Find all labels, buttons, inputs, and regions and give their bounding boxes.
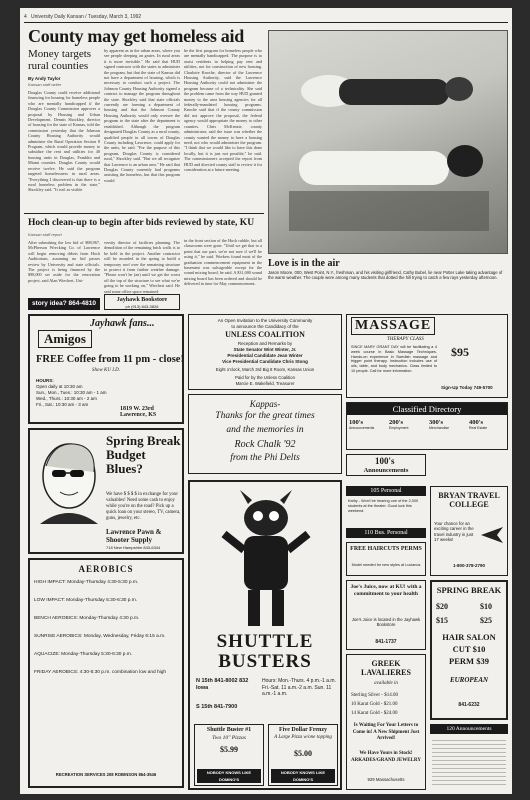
story1-column-3: be the first program for homeless people who are mentally handicapped. The purpose is to assist residents in helping pay rent and utilities, not for construction of new housing. Charlotte Knoche, director of the Lawrence Housing Authority, said the Lawrence Housing Authority could not administer the program because of a technicality. She said the problem came from the way HUD granted money to the area housing agencies for all federally-mandated housing programs. Knoche said that if the county commission did not approve the proposal, the federal agency would appropriate the money to other counties. Chris McKenzie, county administrator, said the issue was whether the county wanted the money to have a housing need, not who would administer the program. "I think that we would like to have this done locally, but it is just not possible," he said. The commissioners accepted the report from HUD and directed county staff to review it for consideration at a future meeting. xyxy=(184,48,262,172)
story1-byline: By Andy Taylor xyxy=(28,76,61,81)
aerobics-line-2: LOW IMPACT: Monday-Thursday 5:30-6:30 p.m. xyxy=(34,598,138,603)
spring-break-body: We have $ $ $ $ in exchange for your valuables! Need some cash to enjoy while you're on the road? Pick up a quick loan on your stereo, TV, camera, guns, jewelry, etc. xyxy=(106,492,181,521)
juice-body: Joe's Juice is located in the Jayhawk Bookstore xyxy=(351,617,421,628)
story-idea-bar: story idea? 864-4810 xyxy=(28,298,100,310)
kappas-line-1: Kappas- xyxy=(249,399,281,409)
bryan-body: Your chance for an exciting career in the travel industry in just 17 weeks! xyxy=(434,521,474,543)
announcements-num: 100's xyxy=(375,456,395,466)
massage-ad xyxy=(346,314,508,398)
kappas-line-5: from the Phi Delts xyxy=(230,453,300,463)
uc-name: UNLESS COALITION xyxy=(225,330,305,339)
story2-headline: Hoch clean-up to begin after bids reviewed by state, KU xyxy=(28,218,255,228)
joes-juice-ad xyxy=(346,580,426,650)
greek-address: 929 Massachusetts xyxy=(367,777,405,782)
classified-cat-2-label: Employment xyxy=(389,426,409,430)
greek-prices xyxy=(351,691,425,718)
shuttle-deal-2 xyxy=(268,724,338,786)
amigos-hours-3: Wed., Thurs.: 10:30 am - 2 am xyxy=(36,396,97,401)
bryan-travel-ad xyxy=(430,486,508,576)
shuttle-busters-ad xyxy=(188,480,342,790)
amigos-logo: Amigos xyxy=(38,330,92,348)
aerobics-line-6: FRIDAY AEROBICS: 4:30-5:30 p.m. combination low and high xyxy=(34,670,167,675)
amigos-ad xyxy=(28,314,184,424)
massage-body: SINCE MARY GRANT DAY will be facilitating a 4 week course in Basic Massage Techniques. Hands-on experience in Swedish massage and trigger point therapy. Instruction includes use of oils, table, and body mechanics. Class limited to 10 people. Call for more information. xyxy=(351,345,437,373)
amigos-hours-1: Open daily at 10:30 am xyxy=(36,384,83,389)
story2-byline-role: Kansan staff report xyxy=(28,232,62,237)
section-105: 105 Personal xyxy=(346,486,426,496)
classified-cat-2-num: 200's xyxy=(389,419,404,426)
spring-break-budget-ad xyxy=(28,428,184,554)
shuttle-loc-2: S 15th 841-7900 xyxy=(196,704,238,710)
spring-break-salon-ad xyxy=(430,580,508,720)
classified-cat-2[interactable] xyxy=(389,419,426,430)
greek-title: GREEK LAVALIERES xyxy=(361,659,411,677)
masthead-rule xyxy=(24,22,508,23)
story1-column-1: Douglas County could receive additional financing for housing for homeless people who are mentally handicapped if the Douglas County Commission approves a proposal by Housing and Urban Development. Dennis Shockley, director of housing for the state of Kansas, told the commission yesterday that the Johnson County Housing Authority would administer the Rural Operation Section 8 Program, which would provide money to subsidize the rent and utilities for 40 housing units in Douglas, Franklin and Miami counties. Douglas County would receive twelve. He said the program targeted homelessness in rural areas. "Everything I discovered is that there is a rural homeless problem in the state," Shockley said. "It isn't as visible xyxy=(28,90,100,193)
classified-header: Classified Directory xyxy=(347,403,507,415)
uc-line-5: Presidential Candidate Jean Winter xyxy=(227,353,303,358)
classified-cat-3-label: Merchandise xyxy=(429,426,450,430)
uc-line-4: State Senator Wint Winter, Jr. xyxy=(233,347,297,352)
classified-cat-1-num: 100's xyxy=(349,419,364,426)
deal-1-text: Two 10" Pizzas xyxy=(212,735,246,741)
deal-1-brand: NOBODY KNOWS LIKE DOMINO'S xyxy=(197,769,261,783)
story1-byline-role: Kansan staff writer xyxy=(28,82,62,87)
jayhawk-bookstore-name: Jayhawk Bookstore xyxy=(116,297,168,303)
newspaper-page xyxy=(20,8,512,794)
masthead: 4 University Daily Kansan / Tuesday, March 3, 1992 xyxy=(24,14,142,20)
spring-break-title: Spring Break Budget Blues? xyxy=(106,433,181,476)
deal-2-title: Five Dollar Frenzy xyxy=(278,727,328,733)
photo-headline: Love is in the air xyxy=(268,258,340,269)
jayhawk-bookstore-ad xyxy=(104,294,180,310)
classified-cat-3[interactable] xyxy=(429,419,466,430)
greek-note: Is Waiting For Your Letters to Come in! A New Shipment Just Arrived! xyxy=(352,723,420,741)
salon-perm: PERM $39 xyxy=(449,656,489,666)
kappas-line-2: Thanks for the great times xyxy=(215,411,315,421)
salon-phone: 841-6232 xyxy=(458,702,480,708)
aerobics-line-3: BENCH AEROBICS: Monday-Thursday 4:30 p.m. xyxy=(34,616,140,621)
salon-price-2: $10 xyxy=(480,602,492,611)
bryan-phone: 1-800-378-2790 xyxy=(452,563,486,568)
couple-photo xyxy=(268,30,508,254)
classified-fine-print xyxy=(432,738,506,788)
shuttle-busters-title: SHUTTLE BUSTERS xyxy=(216,631,314,672)
uc-line-1: An Open Invitation to the University Community xyxy=(217,318,313,323)
airplane-icon xyxy=(479,521,505,547)
salon-price-4: $25 xyxy=(480,616,492,625)
greek-store: We Have Yours in Stock! ARKADES/GRAND JEWELRY xyxy=(351,751,421,763)
classified-cat-4-label: Real Estate xyxy=(469,426,488,430)
salon-brand: EUROPEAN xyxy=(449,676,489,684)
kappas-ad xyxy=(188,394,342,474)
amigos-address: 1819 W. 23rd Lawrence, KS xyxy=(120,406,157,418)
aerobics-ad xyxy=(28,558,184,788)
paper-name: University Daily Kansan xyxy=(30,14,84,20)
story2-rule xyxy=(24,213,264,214)
shuttle-hours: Hours: Mon.-Thurs. 4 p.m.-1 a.m. Fri.-Sat. 11 a.m.-2 a.m. Sun. 11 a.m.-1 a.m. xyxy=(262,678,336,697)
massage-title: MASSAGE xyxy=(351,317,435,335)
massage-call: Sign-Up Today 749-5700 xyxy=(441,385,493,390)
george-washington-illustration xyxy=(34,436,104,526)
aerobics-schedule xyxy=(34,580,180,676)
story2-column-1: After submitting the low bid of $98,967, McPherson Wrecking Co. of Lawrence will begin removing debris from Hoch Auditorium, assuming no bid passes review by University and state officials. The project is being financed by the $98,000 set aside for the renovation project, said Alan Wiechert, Uni- xyxy=(28,240,100,283)
salon-title: SPRING BREAK xyxy=(436,585,502,595)
classified-cat-4[interactable] xyxy=(469,419,506,430)
aerobics-footer: RECREATION SERVICES 208 ROBINSON 864-3546 xyxy=(55,772,157,777)
greek-price-3: 14 Karat Gold - $24.00 xyxy=(351,711,398,716)
story2-column-3: in the front section of the Hoch rubble, but all classrooms were gone. "Until we get that to a point that our part, we're not sure if we'll be using it," he said. Workers found most of the graduation commencement equipment in the basement was salvageable except for the sound mixing board, he said. A $31,000 sound mixing board has been ordered and should be delivered in time for May commencement. xyxy=(184,238,262,287)
story1-column-2: by apparent as in the urban areas, where you see people sleeping on grates. In rural areas it is more invisible." He said that HUD signed contracts with the states to administer the program, but that the state of Kansas did not have a department of housing, which is necessary to conduct such a project. The Johnson County Housing Authority signed a contract to manage the program throughout the state. Shockley said that state officials currently are forming a department of housing and that the Johnson County Housing Authority would only oversee the program to the state after the department is established. Although the program designated Douglas County as a rural county, qualified people in all towns of Douglas County including Lawrence, could apply for the units, he said. "For the purpose of this program, Douglas County is considered rural," Shockley said. "But we all recognize that Lawrence is an urban area." He said that Douglas County currently had programs assisting the homeless, but that this program would xyxy=(104,48,180,183)
personal-text: Kathy - Won't be hearing one of the 2,000 students at the theater. Good luck this weekend. xyxy=(348,499,419,513)
section-120: 120 Announcements xyxy=(430,724,508,734)
classified-cat-3-num: 300's xyxy=(429,419,444,426)
massage-price: $95 xyxy=(451,345,469,359)
unless-coalition-ad xyxy=(188,314,342,390)
uc-line-8: Paid for by the Unless Coalition xyxy=(235,375,295,380)
uc-line-6: Vice Presidential Candidate Chris Stong xyxy=(222,359,308,364)
announcements-box xyxy=(346,454,426,476)
uc-line-9: Marcie E. Wakefield, Treasurer xyxy=(235,381,295,386)
page-number: 4 xyxy=(24,14,27,20)
aerobics-line-5: AQUACIZE: Monday-Thursday 5:30-6:30 p.m. xyxy=(34,652,133,657)
shuttle-loc-1: N 15th 841-8002 832 Iowa xyxy=(196,678,249,691)
kappas-line-3: and the memories in xyxy=(226,425,304,435)
juice-phone: 841-1737 xyxy=(375,639,397,645)
aerobics-line-4: SUNRISE AEROBICS: Monday, Wednesday, Friday 6:15 a.m. xyxy=(34,634,166,639)
deal-2-price: $5.00 xyxy=(294,749,312,758)
haircuts-title: FREE HAIRCUTS PERMS xyxy=(350,546,422,552)
salon-price-1: $20 xyxy=(436,602,448,611)
deal-1-price: $5.99 xyxy=(220,745,238,754)
amigos-hours-2: Sun., Mon., Tues.: 10:30 am - 1 am xyxy=(36,390,107,395)
photo-caption: Jason Moore, 000, West Point, N.Y., freshman, and his visiting girlfriend, Cathy Bubel, lie near Potter Lake taking advantage of the warm weather. The couple were among many students that dotted the hill trying to catch a few rays yesterday afternoon. xyxy=(268,270,503,281)
couple-photo-silhouette xyxy=(269,31,507,253)
juice-title: Joe's Juice, now at KU! with a commitment to your health xyxy=(350,584,422,597)
story2-column-2: versity director of facilities planning. The demolition of the remaining brick walls is to be held in the project. Another contractor will be awarded in the spring to build a temporary roof over the remaining structure to protect it from further weather damage. "Please won't be (an) until we get the worst off the top of the structure to see what we're going to be working on," Wiechert said. He said some office space remained xyxy=(104,240,180,294)
greek-price-2: 10 Karat Gold - $21.00 xyxy=(351,702,398,707)
uc-line-7: Eight o'clock, March 3rd Big 8 Room, Kansas Union xyxy=(215,367,315,372)
shuttle-deal-1 xyxy=(194,724,264,786)
noid-mascot-illustration xyxy=(220,490,312,630)
amigos-hours xyxy=(36,378,122,408)
issue-date: Tuesday, March 3, 1992 xyxy=(87,14,142,20)
aerobics-line-1: HIGH IMPACT: Monday-Thursday 4:30-5:30 p.m. xyxy=(34,580,139,585)
massage-sub: THERAPY CLASS xyxy=(387,337,424,342)
story1-headline: County may get homeless aid xyxy=(28,26,244,46)
jayhawk-bookstore-phone: ph (913) 843-3826 xyxy=(125,304,159,309)
salon-hair: HAIR SALON xyxy=(442,632,496,642)
amigos-hours-title: HOURS: xyxy=(36,378,54,383)
announcements-label: Announcements xyxy=(363,467,409,474)
greek-lavalieres-ad xyxy=(346,654,426,790)
uc-line-3: Reception and Remarks by xyxy=(237,341,293,346)
amigos-offer: FREE Coffee from 11 pm - close! xyxy=(36,354,184,365)
greek-sub: available in xyxy=(374,681,398,686)
deal-2-text: A Large Pizza w/one topping xyxy=(274,735,332,740)
salon-cut: CUT $10 xyxy=(452,644,486,654)
kappas-line-4: Rock Chalk '92 xyxy=(234,439,296,450)
section-110: 110 Bus. Personal xyxy=(346,528,426,538)
salon-price-3: $15 xyxy=(436,616,448,625)
greek-price-1: Sterling Silver - $14.00 xyxy=(351,693,398,698)
pawn-shop-name: Lawrence Pawn & Shooter Supply xyxy=(106,528,162,544)
aerobics-title: AEROBICS xyxy=(78,564,134,574)
story1-subhead: Money targets rural counties xyxy=(28,48,92,72)
amigos-tagline: Jayhawk fans... xyxy=(90,318,155,329)
classified-cat-1-label: Announcements xyxy=(349,426,375,430)
deal-2-brand: NOBODY KNOWS LIKE DOMINO'S xyxy=(271,769,335,783)
amigos-offer-sub: Show KU I.D. xyxy=(91,368,121,373)
pawn-shop-address: 718 New Hampshire 843-6344 xyxy=(106,545,161,550)
amigos-hours-4: Fri., Sat.: 10:30 am - 3 am xyxy=(36,402,89,407)
classified-directory xyxy=(346,402,508,450)
haircuts-sub: Model needed for new styles at Lucianos xyxy=(351,563,421,567)
bryan-name: BRYAN TRAVEL COLLEGE xyxy=(438,491,500,509)
uc-line-2: to announce the Candidacy of the xyxy=(231,324,299,329)
classified-cat-4-num: 400's xyxy=(469,419,484,426)
classified-cat-1[interactable] xyxy=(349,419,386,430)
free-haircuts-ad xyxy=(346,542,426,576)
deal-1-title: Shuttle Buster #1 xyxy=(206,727,252,733)
